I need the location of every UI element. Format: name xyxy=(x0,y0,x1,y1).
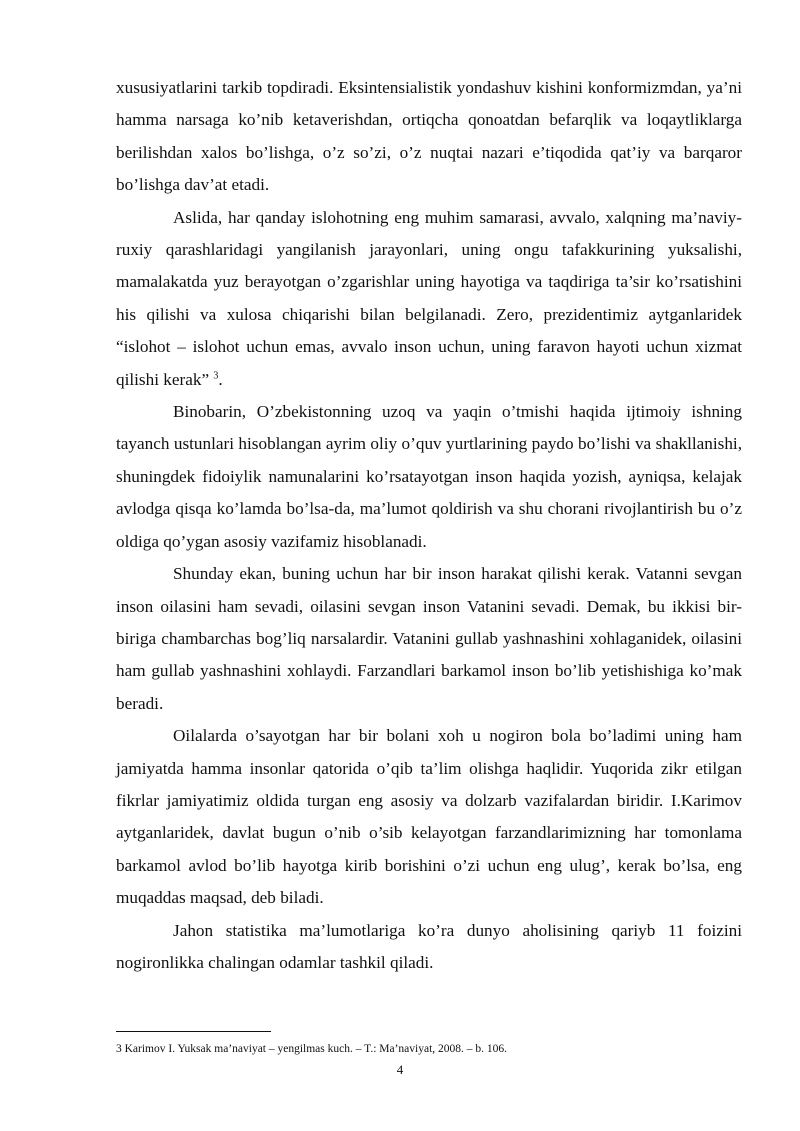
page-number: 4 xyxy=(396,1062,404,1077)
paragraph-4 xyxy=(116,558,742,720)
paragraph-2 xyxy=(116,202,742,396)
paragraph-3-text: Binobarin, O’zbekistonning uzoq va yaqin o’tmishi haqida ijtimoiy ishning tayanch ustunlari hisoblangan ayrim oliy o’quv yurtlarining paydo bo’lishi va shakllanishi, shuningdek fidoiylik namunalarini ko’rsatayotgan inson haqida yozish, ayniqsa, kelajak avlodga qisqa ko’lamda bo’lsa-da, ma’lumot qoldirish va shu chorani rivojlantirish bu o’z oldiga qo’ygan asosiy vazifamiz hisoblanadi. xyxy=(116,402,742,551)
paragraph-2-text: Aslida, har qanday islohotning eng muhim samarasi, avvalo, xalqning ma’naviy-ruxiy qarashlaridagi yangilanish jarayonlari, uning ongu tafakkurining yuksalishi, mamalakatda yuz berayotgan o’zgarishlar uning hayotiga va taqdiriga ta’sir ko’rsatishini his qilishi va xulosa chiqarishi bilan belgilanadi. Zero, prezidentimiz aytganlaridek “islohot – islohot uchun emas, avvalo inson uchun, uning faravon hayoti uchun xizmat qilishi kerak” xyxy=(116,207,742,389)
footnote-divider xyxy=(116,1031,271,1032)
paragraph-6-text: Jahon statistika ma’lumotlariga ko’ra dunyo aholisining qariyb 11 foizini nogironlikka chalingan odamlar tashkil qiladi. xyxy=(116,920,742,972)
paragraph-4-text: Shunday ekan, buning uchun har bir inson harakat qilishi kerak. Vatanni sevgan inson oilasini ham sevadi, oilasini sevgan inson Vatanini sevadi. Demak, bu ikkisi bir-biriga chambarchas bog’liq narsalardir. Vatanini gullab yashnashini xohlaganidek, oilasini ham gullab yashnashini xohlaydi. Farzandlari barkamol inson bo’lib yetishishiga ko’mak beradi. xyxy=(116,564,742,713)
paragraph-6 xyxy=(116,915,742,980)
paragraph-5-text: Oilalarda o’sayotgan har bir bolani xoh u nogiron bola bo’ladimi uning ham jamiyatda hamma insonlar qatorida o’qib ta’lim olishga haqlidir. Yuqorida zikr etilgan fikrlar jamiyatimiz oldida turgan eng asosiy va dolzarb vazifalardan biridir. I.Karimov aytganlaridek, davlat bugun o’nib o’sib kelayotgan farzandlarimizning har tomonlama barkamol avlod bo’lib hayotga kirib borishini o’zi uchun eng ulug’, kerak bo’lsa, eng muqaddas maqsad, deb biladi. xyxy=(116,726,742,908)
footnote: 3 Karimov I. Yuksak ma’naviyat – yengilmas kuch. – T.: Ma’naviyat, 2008. – b. 106. xyxy=(116,1043,508,1055)
paragraph-3 xyxy=(116,396,742,558)
document-page xyxy=(116,72,742,979)
paragraph-1 xyxy=(116,72,742,202)
footnote-reference: 3 xyxy=(213,369,219,381)
paragraph-1-text: xususiyatlarini tarkib topdiradi. Eksintensialistik yondashuv kishini konformizmdan, ya’ni hamma narsaga ko’nib ketaverishdan, ortiqcha qonoatdan befarqlik va loqaytliklarga berilishdan xalos bo’lishga, o’z so’zi, o’z nuqtai nazari e’tiqodida qat’iy va barqaror bo’lishga dav’at etadi. xyxy=(116,78,742,195)
paragraph-2-end: . xyxy=(218,369,223,389)
paragraph-5 xyxy=(116,720,742,914)
